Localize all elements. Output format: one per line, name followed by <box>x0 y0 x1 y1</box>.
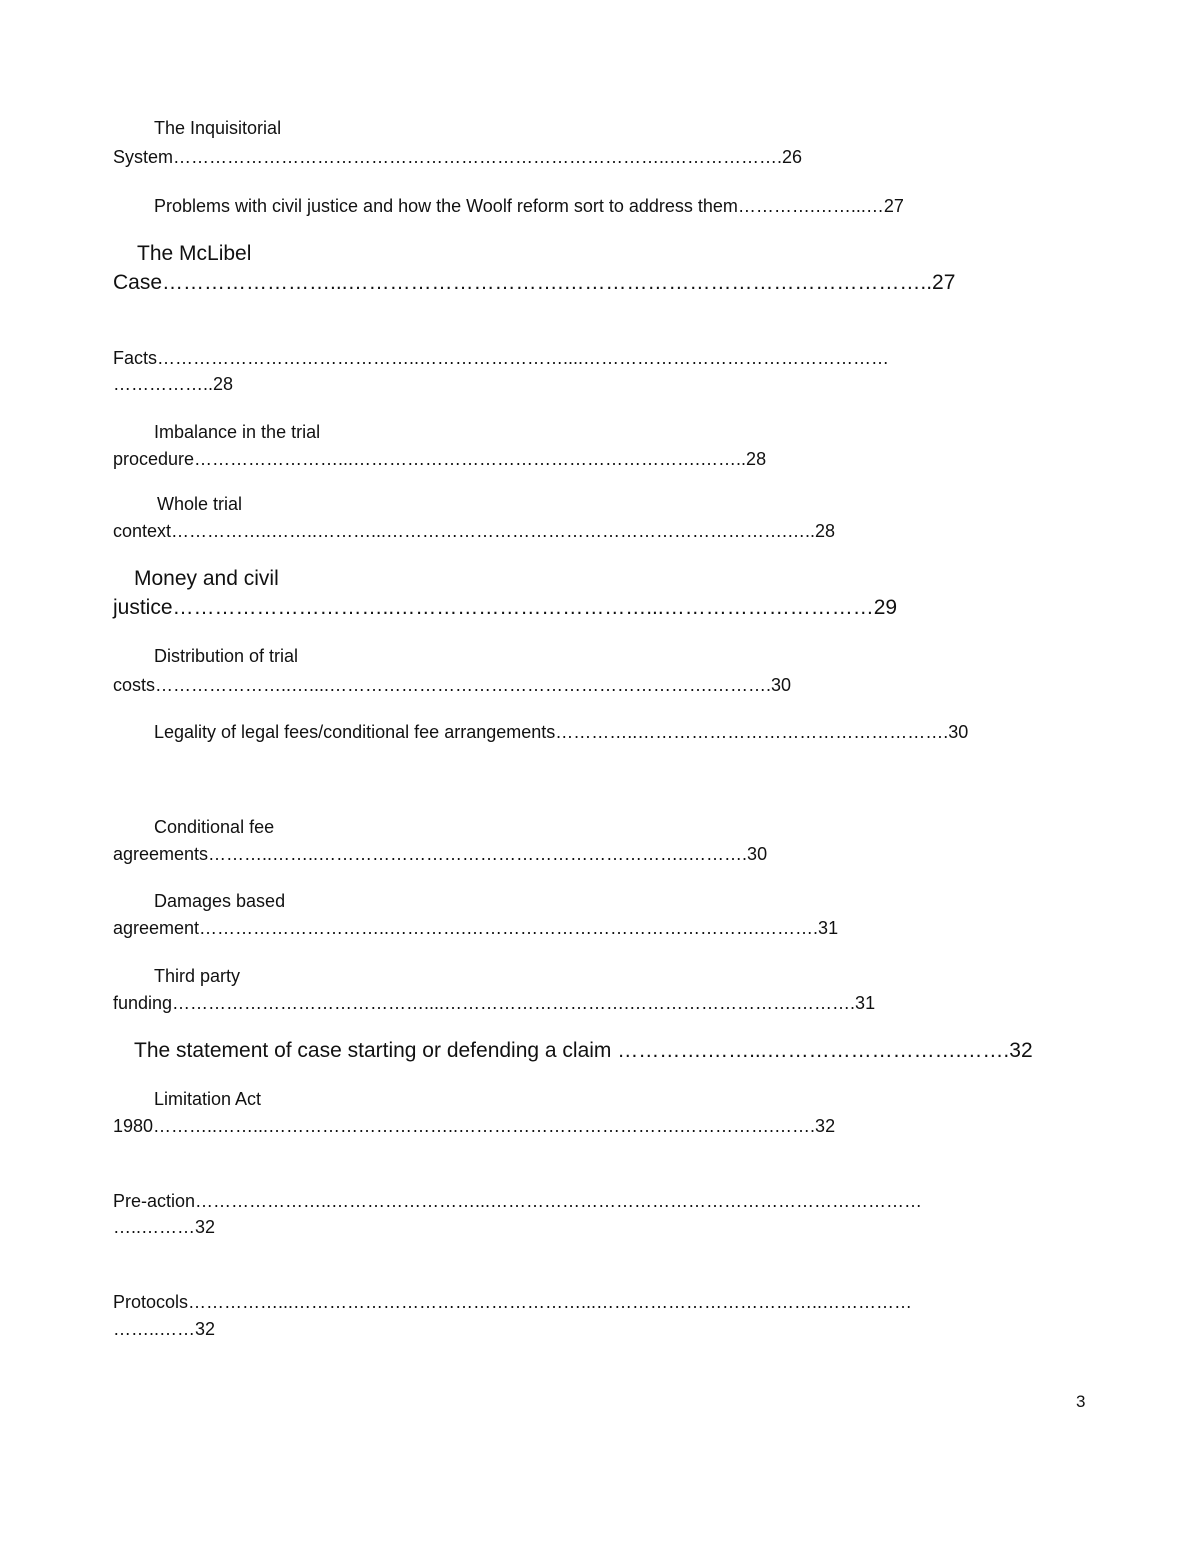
toc-entry-conditional-fee-leader: agreements………..……..……………………………………………………..……….30 <box>113 844 768 864</box>
toc-entry-third-party-leader: funding……………………………………....………………………….……………………….……….31 <box>113 993 876 1013</box>
toc-entry-protocols-continuation: ……..……32 <box>113 1319 216 1339</box>
toc-entry-protocols: Protocols……………...…………………………………………...………………………………..…………… <box>113 1292 913 1312</box>
toc-entry-legality-legal-fees: Legality of legal fees/conditional fee arrangements…………..…………………………………………….30 <box>154 722 969 742</box>
toc-entry-imbalance-title: Imbalance in the trial <box>154 422 321 442</box>
toc-entry-whole-trial-title: Whole trial <box>157 494 243 514</box>
toc-entry-statement-of-case: The statement of case starting or defending a claim ………….……...……………………….…….32 <box>134 1039 1033 1062</box>
toc-entry-facts: Facts……………………………………..……………………....…………………………………………… <box>113 348 890 368</box>
toc-entry-distribution-title: Distribution of trial <box>154 646 299 666</box>
toc-entry-money-title: Money and civil <box>134 567 279 590</box>
toc-entry-money-leader: justice…………………………..………………………………...…………………………29 <box>113 596 898 619</box>
toc-entry-pre-action-continuation: …..………32 <box>113 1217 216 1237</box>
toc-entry-conditional-fee-title: Conditional fee <box>154 817 275 837</box>
page-number: 3 <box>1076 1392 1086 1411</box>
toc-entry-limitation-leader: 1980………..……...…………………………..……………………………….…………….…….32 <box>113 1116 836 1136</box>
toc-entry-damages-title: Damages based <box>154 891 286 911</box>
toc-entry-problems-civil-justice: Problems with civil justice and how the Woolf reform sort to address them………….……...…27 <box>154 196 904 216</box>
toc-entry-inquisitorial-title: The Inquisitorial <box>154 118 282 138</box>
toc-entry-imbalance-leader: procedure……………………...………………………………………………….……..28 <box>113 449 767 469</box>
toc-entry-damages-leader: agreement…………………………..………….………………………………………….……….31 <box>113 918 839 938</box>
toc-entry-whole-trial-leader: context……………..……..………...………………………………………………………….…..28 <box>113 521 836 541</box>
toc-entry-distribution-leader: costs…………………..…....……………………………………………………….……….30 <box>113 675 792 695</box>
toc-entry-mclibel-leader: Case……………………...………………………….……………………………………………..27 <box>113 271 956 294</box>
toc-entry-third-party-title: Third party <box>154 966 241 986</box>
toc-entry-limitation-title: Limitation Act <box>154 1089 262 1109</box>
toc-entry-facts-continuation: ……………..28 <box>113 374 234 394</box>
toc-entry-pre-action: Pre-action…………………..……………………...……………………………………………………………… <box>113 1191 923 1211</box>
toc-entry-inquisitorial-leader: System………………………………………………………………………..……………….26 <box>113 147 803 167</box>
toc-entry-mclibel-title: The McLibel <box>137 242 252 265</box>
